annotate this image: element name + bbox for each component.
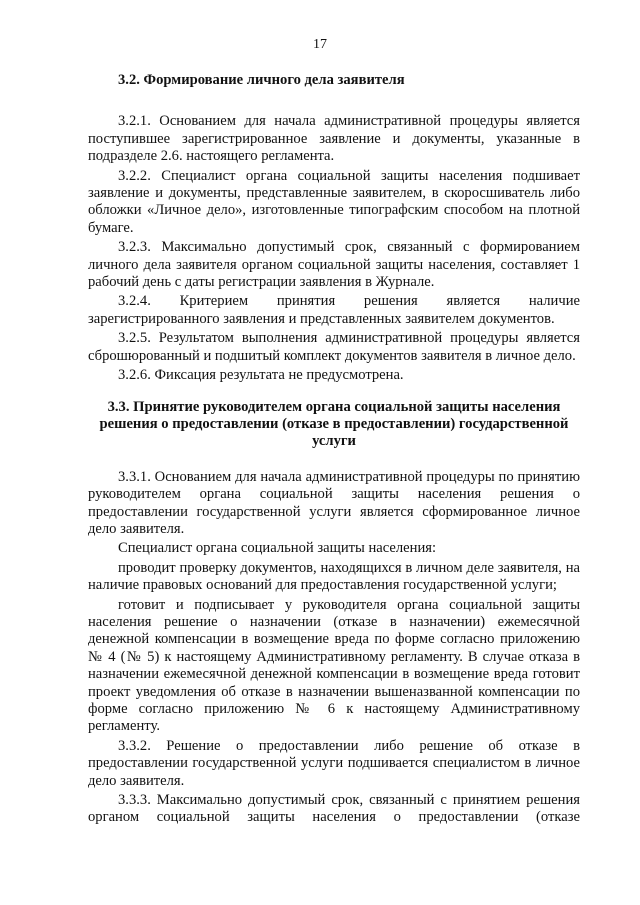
page-number: 17	[313, 37, 327, 52]
paragraph-3-2-4: 3.2.4. Критерием принятия решения является наличие зарегистрированного заявления и представленных заявителем документов.	[88, 293, 580, 327]
section-3-3-heading: 3.3. Принятие руководителем органа социальной защиты населения решения о предоставлении (отказе в предоставлении) государственной услуги	[99, 398, 569, 450]
paragraph-3-3-2: 3.3.2. Решение о предоставлении либо решение об отказе в предоставлении государственной услуги подшивается специалистом в личное дело заявителя.	[88, 737, 580, 789]
document-body	[88, 72, 580, 829]
paragraph-3-3-1: 3.3.1. Основанием для начала административной процедуры по принятию руководителем органа социальной защиты населения решения о предоставлении государственной услуги является сформированное личное дело заявителя.	[88, 468, 580, 537]
paragraph-prepare-decision: готовит и подписывает у руководителя органа социальной защиты населения решение о назначении (отказе в назначении) ежемесячной денежной компенсации в возмещение вреда по форме согласно приложению № 4 (№ 5) к настоящему Административному регламенту. В случае отказа в назначении ежемесячной денежной компенсации в возмещение вреда готовит проект уведомления об отказе в назначении вышеназванной компенсации по форме согласно приложению № 6 к настоящему Административному регламенту.	[88, 596, 580, 735]
paragraph-specialist-intro: Специалист органа социальной защиты населения:	[118, 540, 437, 557]
section-3-2-heading: 3.2. Формирование личного дела заявителя	[118, 72, 405, 88]
paragraph-3-2-3: 3.2.3. Максимально допустимый срок, связанный с формированием личного дела заявителя органом социальной защиты населения, составляет 1 рабочий день с даты регистрации заявления в Журнале.	[88, 239, 580, 291]
paragraph-check-documents: проводит проверку документов, находящихся в личном деле заявителя, на наличие правовых оснований для предоставления государственной услуги;	[88, 559, 580, 594]
paragraph-3-2-5: 3.2.5. Результатом выполнения административной процедуры является сброшюрованный и подшитый комплект документов заявителя в личное дело.	[88, 330, 580, 364]
paragraph-3-2-2: 3.2.2. Специалист органа социальной защиты населения подшивает заявление и документы, представленные заявителем, в скоросшиватель либо обложки «Личное дело», изготовленные типографским способом на плотной бумаге.	[88, 167, 580, 236]
paragraph-3-2-6: 3.2.6. Фиксация результата не предусмотрена.	[118, 367, 404, 384]
paragraph-3-3-3: 3.3.3. Максимально допустимый срок, связанный с принятием решения органом социальной защиты населения о предоставлении (отказе	[88, 792, 580, 826]
paragraph-3-2-1: 3.2.1. Основанием для начала административной процедуры является поступившее зарегистрированное заявление и документы, указанные в подразделе 2.6. настоящего регламента.	[88, 113, 580, 165]
